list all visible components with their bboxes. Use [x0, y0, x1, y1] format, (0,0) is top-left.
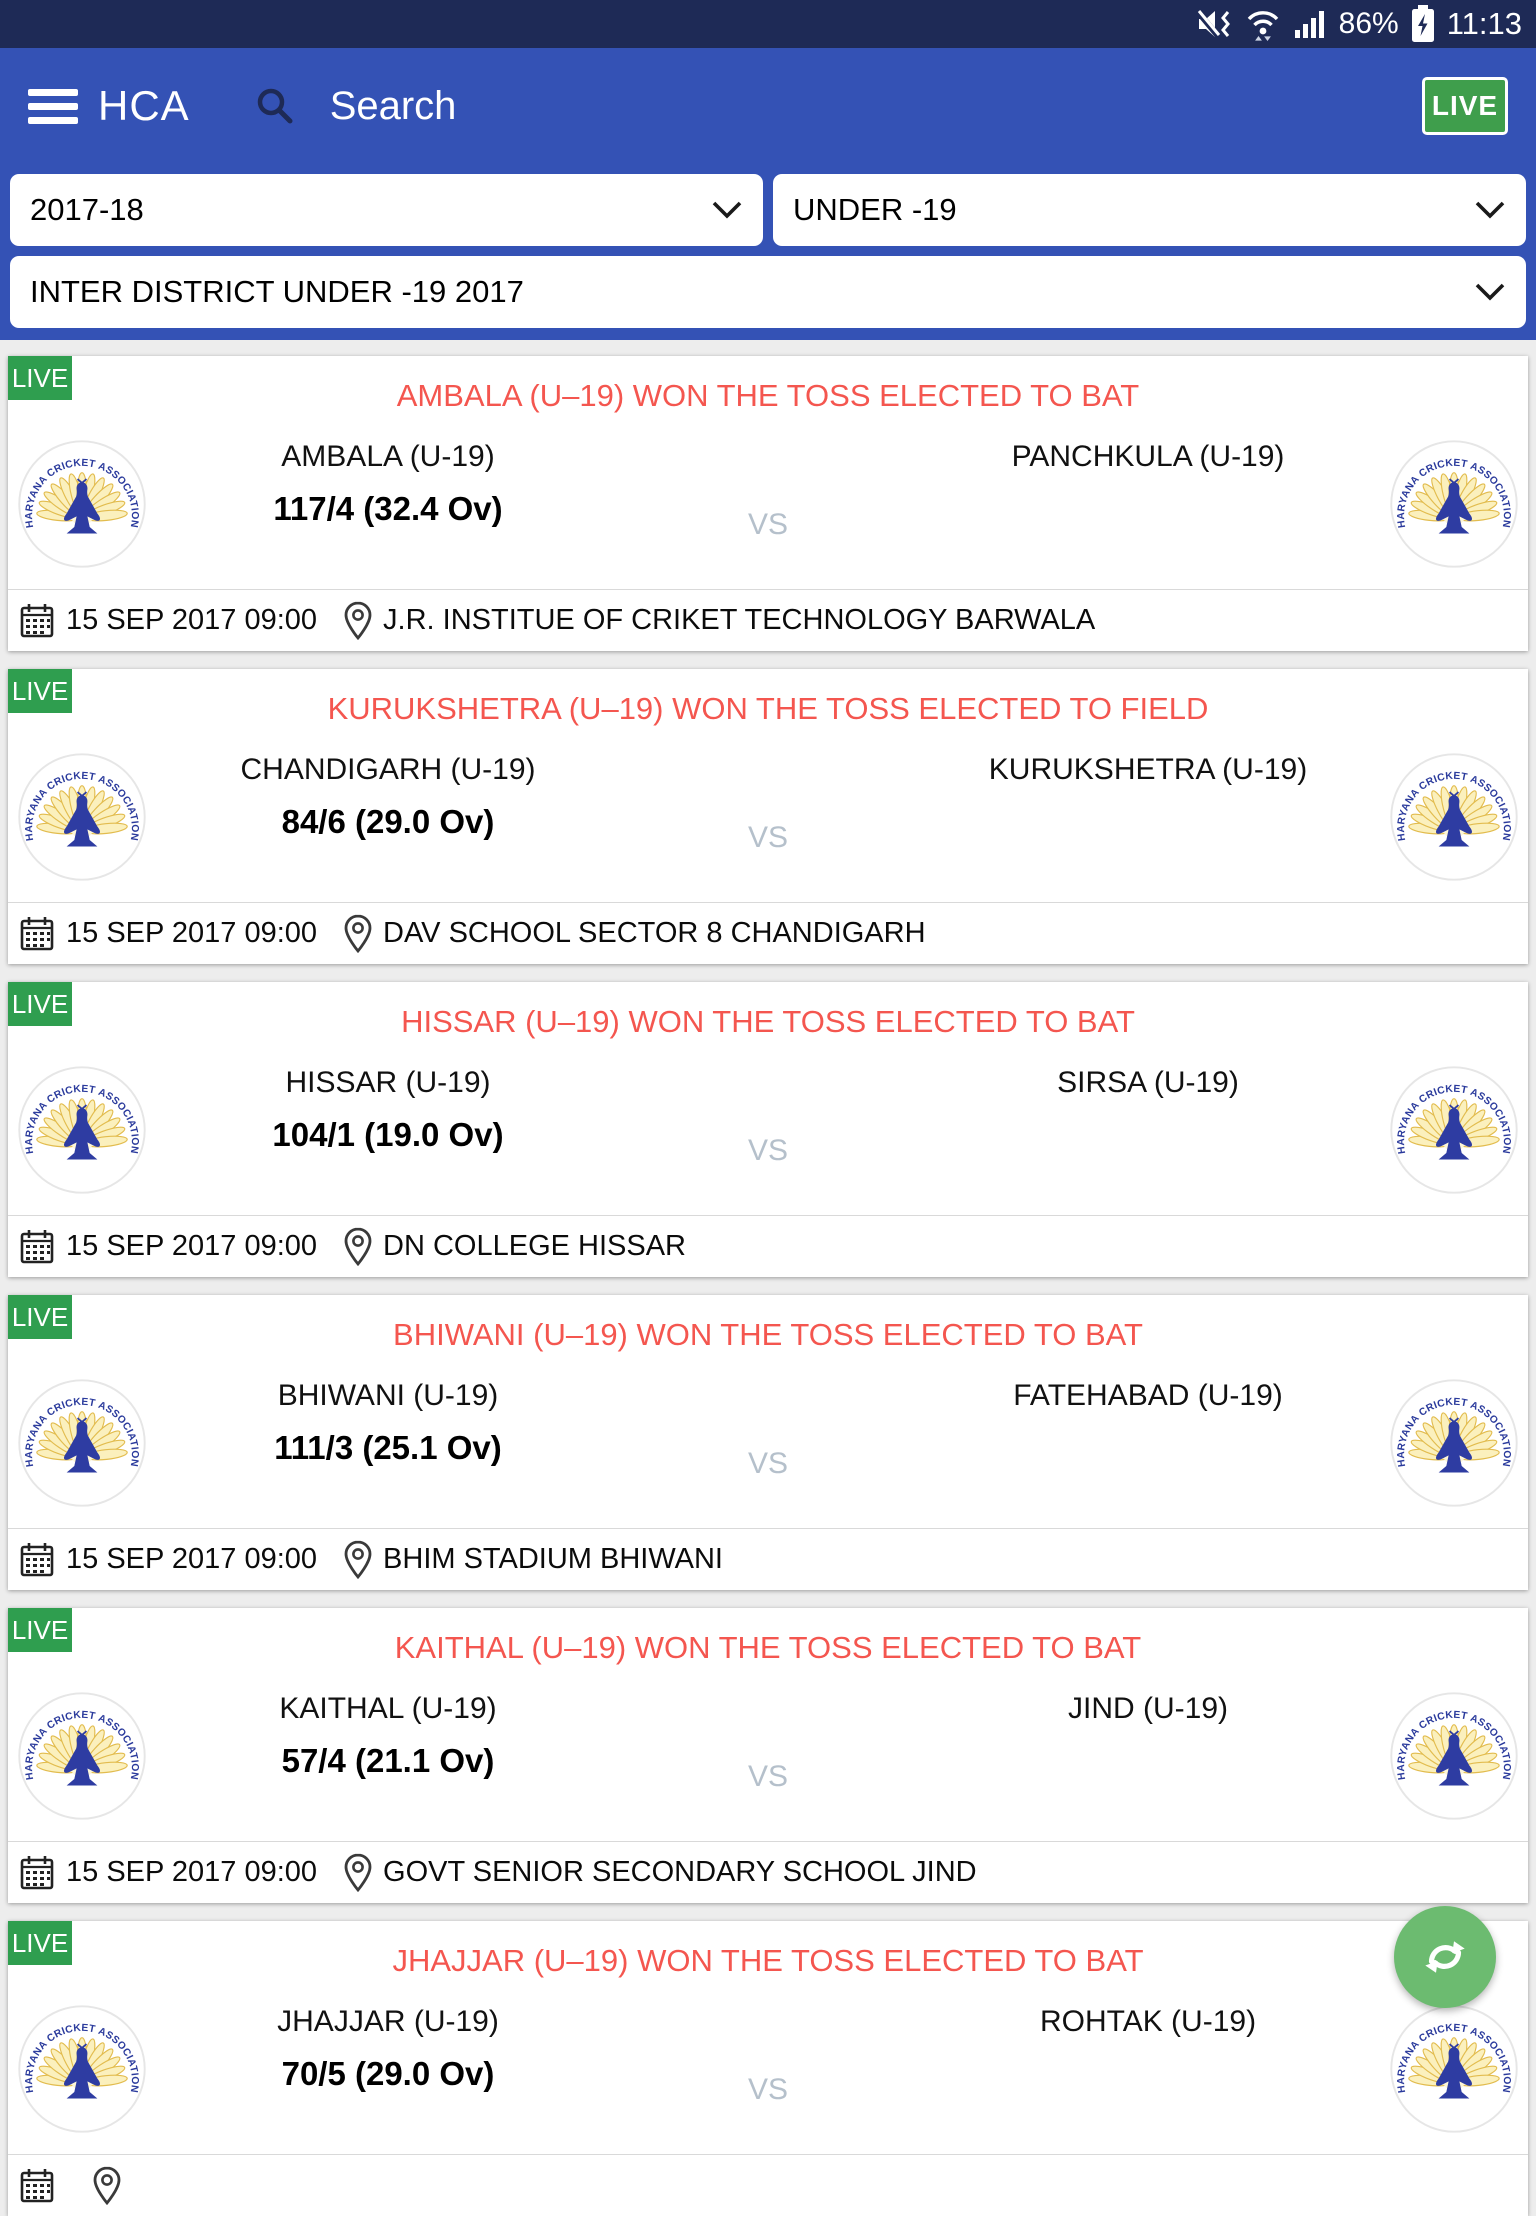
vs-label: VS — [747, 1134, 789, 1167]
live-badge: LIVE — [8, 1608, 72, 1652]
team1-name: JHAJJAR (U-19) — [277, 2005, 499, 2038]
match-datetime: 15 SEP 2017 09:00 — [66, 917, 318, 949]
hca-logo — [18, 753, 146, 881]
app-title: HCA — [98, 82, 190, 129]
hca-logo — [18, 1692, 146, 1820]
team2-name: JIND (U-19) — [1067, 1692, 1228, 1725]
vs-label: VS — [747, 1760, 789, 1793]
location-pin-icon — [343, 914, 373, 954]
chevron-down-icon — [711, 200, 743, 220]
team1-name: AMBALA (U-19) — [281, 440, 495, 473]
tournament-value: INTER DISTRICT UNDER -19 2017 — [30, 274, 524, 309]
battery-percent: 86% — [1338, 7, 1399, 40]
refresh-sync-icon — [1418, 1930, 1472, 1984]
toss-result-text: JHAJJAR (U–19) WON THE TOSS ELECTED TO BAT — [392, 1943, 1144, 1978]
live-badge: LIVE — [8, 1921, 72, 1965]
hca-logo — [1390, 753, 1518, 881]
live-button[interactable]: LIVE — [1422, 77, 1508, 135]
season-value: 2017-18 — [30, 192, 144, 227]
search-icon — [254, 85, 296, 127]
team2-name: SIRSA (U-19) — [1057, 1066, 1239, 1099]
live-badge: LIVE — [8, 356, 72, 400]
hca-logo — [1390, 1379, 1518, 1507]
calendar-icon — [20, 916, 54, 952]
match-datetime: 15 SEP 2017 09:00 — [66, 1543, 318, 1575]
tournament-dropdown[interactable] — [10, 256, 1526, 328]
team1-name: HISSAR (U-19) — [285, 1066, 491, 1099]
match-venue: GOVT SENIOR SECONDARY SCHOOL JIND — [383, 1856, 977, 1888]
hca-logo — [18, 1379, 146, 1507]
calendar-icon — [20, 1855, 54, 1891]
match-card[interactable] — [8, 356, 1528, 651]
team1-name: BHIWANI (U-19) — [277, 1379, 499, 1412]
match-card[interactable] — [8, 1295, 1528, 1590]
category-dropdown[interactable] — [773, 174, 1526, 246]
team1-score: 57/4 (21.1 Ov) — [281, 1742, 495, 1779]
wifi-icon — [1245, 5, 1281, 43]
team2-name: ROHTAK (U-19) — [1039, 2005, 1257, 2038]
match-datetime: 15 SEP 2017 09:00 — [66, 1856, 318, 1888]
calendar-icon — [20, 1229, 54, 1265]
chevron-down-icon — [1474, 200, 1506, 220]
menu-hamburger-icon[interactable] — [28, 82, 78, 131]
toss-result-text: HISSAR (U–19) WON THE TOSS ELECTED TO BAT — [401, 1004, 1135, 1039]
location-pin-icon — [343, 601, 373, 641]
hca-logo — [1390, 440, 1518, 568]
category-value: UNDER -19 — [793, 192, 957, 227]
team1-score: 70/5 (29.0 Ov) — [281, 2055, 495, 2092]
hca-logo — [18, 440, 146, 568]
calendar-icon — [20, 2168, 54, 2204]
vs-label: VS — [747, 2073, 789, 2106]
match-venue: DN COLLEGE HISSAR — [383, 1230, 687, 1262]
match-datetime: 15 SEP 2017 09:00 — [66, 604, 318, 636]
calendar-icon — [20, 603, 54, 639]
toss-result-text: KURUKSHETRA (U–19) WON THE TOSS ELECTED TO FIELD — [327, 691, 1209, 726]
team1-name: KAITHAL (U-19) — [279, 1692, 497, 1725]
team1-name: CHANDIGARH (U-19) — [240, 753, 536, 786]
status-bar — [0, 0, 1536, 48]
team1-score: 84/6 (29.0 Ov) — [281, 803, 495, 840]
match-list — [0, 340, 1536, 2216]
hca-logo — [1390, 1066, 1518, 1194]
match-venue: DAV SCHOOL SECTOR 8 CHANDIGARH — [383, 917, 926, 949]
location-pin-icon — [343, 1227, 373, 1267]
chevron-down-icon — [1474, 282, 1506, 302]
hca-logo — [18, 1066, 146, 1194]
team2-name: PANCHKULA (U-19) — [1011, 440, 1285, 473]
signal-strength-icon — [1293, 8, 1327, 40]
calendar-icon — [20, 1542, 54, 1578]
location-pin-icon — [343, 1853, 373, 1893]
live-badge: LIVE — [8, 982, 72, 1026]
team1-score: 117/4 (32.4 Ov) — [273, 490, 503, 527]
hca-logo — [18, 2005, 146, 2133]
live-badge: LIVE — [8, 1295, 72, 1339]
team2-name: KURUKSHETRA (U-19) — [988, 753, 1308, 786]
toss-result-text: KAITHAL (U–19) WON THE TOSS ELECTED TO BAT — [394, 1630, 1142, 1665]
match-venue: J.R. INSTITUE OF CRIKET TECHNOLOGY BARWALA — [383, 604, 1096, 636]
team1-score: 104/1 (19.0 Ov) — [272, 1116, 504, 1153]
match-card[interactable] — [8, 669, 1528, 964]
vs-label: VS — [747, 821, 789, 854]
refresh-button[interactable] — [1394, 1906, 1496, 2008]
app-bar — [0, 48, 1536, 340]
team2-name: FATEHABAD (U-19) — [1013, 1379, 1283, 1412]
match-card[interactable] — [8, 982, 1528, 1277]
mute-vibrate-icon — [1197, 7, 1233, 41]
location-pin-icon — [343, 1540, 373, 1580]
vs-label: VS — [747, 508, 789, 541]
match-card[interactable] — [8, 1921, 1528, 2216]
toss-result-text: AMBALA (U–19) WON THE TOSS ELECTED TO BAT — [396, 378, 1140, 413]
search-placeholder: Search — [329, 83, 457, 128]
battery-charging-icon — [1411, 5, 1435, 43]
clock-time: 11:13 — [1446, 6, 1522, 41]
season-dropdown[interactable] — [10, 174, 763, 246]
hca-logo — [1390, 2005, 1518, 2133]
location-pin-icon — [92, 2166, 122, 2206]
vs-label: VS — [747, 1447, 789, 1480]
match-venue: BHIM STADIUM BHIWANI — [383, 1543, 723, 1575]
live-badge: LIVE — [8, 669, 72, 713]
match-card[interactable] — [8, 1608, 1528, 1903]
search-input[interactable] — [254, 84, 457, 129]
team1-score: 111/3 (25.1 Ov) — [274, 1429, 502, 1466]
match-datetime: 15 SEP 2017 09:00 — [66, 1230, 318, 1262]
hca-logo — [1390, 1692, 1518, 1820]
toss-result-text: BHIWANI (U–19) WON THE TOSS ELECTED TO BAT — [393, 1317, 1143, 1352]
